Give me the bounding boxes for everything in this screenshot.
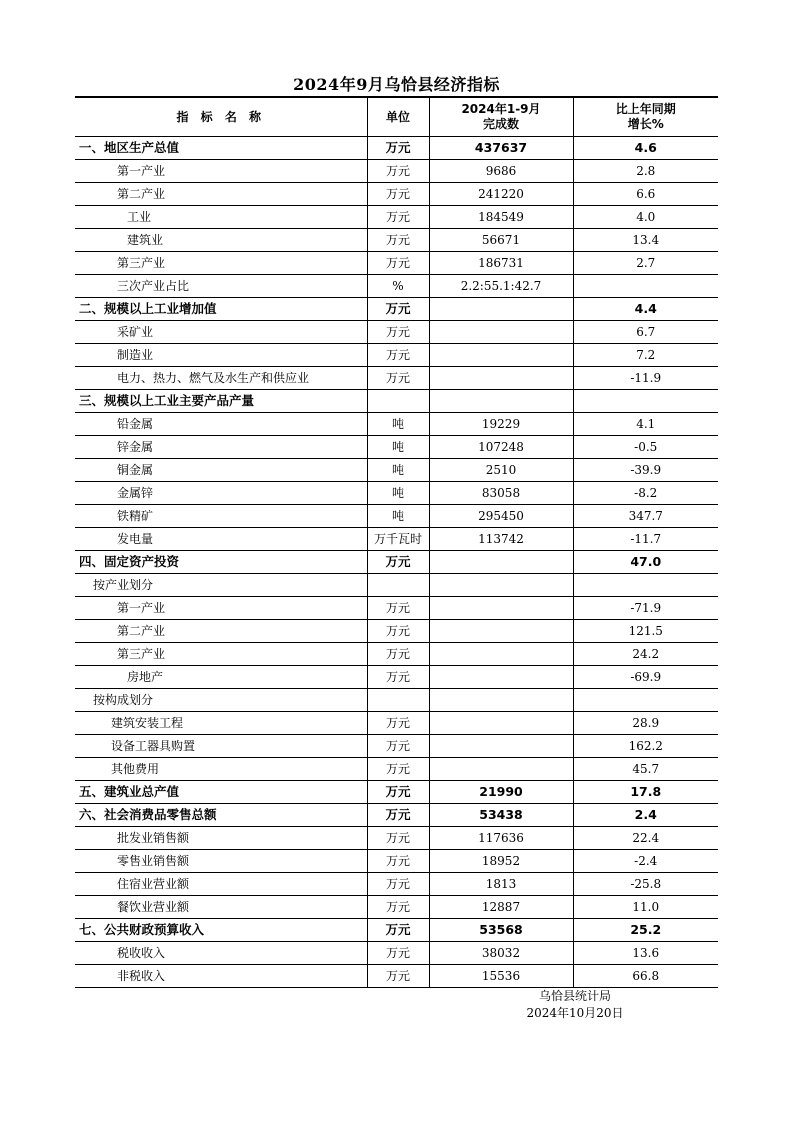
table-row — [75, 206, 718, 229]
indicator-name: 住宿业营业额 — [75, 873, 367, 896]
indicator-value — [429, 367, 573, 390]
indicator-unit: 万元 — [367, 206, 429, 229]
indicator-value — [429, 574, 573, 597]
indicator-unit: 万元 — [367, 827, 429, 850]
indicator-unit: 万元 — [367, 298, 429, 321]
indicator-value: 21990 — [429, 781, 573, 804]
indicator-unit: 万元 — [367, 712, 429, 735]
indicator-growth: 24.2 — [632, 647, 660, 661]
indicator-unit: 万元 — [367, 137, 429, 160]
indicator-growth: 2.8 — [636, 164, 656, 178]
indicator-growth: 4.1 — [636, 417, 656, 431]
table-row — [75, 574, 718, 597]
indicator-unit: 万元 — [367, 781, 429, 804]
indicator-unit: % — [367, 275, 429, 298]
indicator-unit: 万元 — [367, 643, 429, 666]
indicator-unit: 万元 — [367, 160, 429, 183]
table-row — [75, 183, 718, 206]
indicator-table — [75, 96, 718, 988]
indicator-growth — [573, 689, 718, 712]
indicator-growth: 28.9 — [632, 716, 660, 730]
indicator-value — [429, 344, 573, 367]
indicator-unit: 万元 — [367, 758, 429, 781]
header-value — [429, 97, 573, 137]
indicator-name: 税收收入 — [75, 942, 367, 965]
indicator-growth: 4.6 — [634, 140, 657, 155]
table-row — [75, 942, 718, 965]
table-row — [75, 160, 718, 183]
indicator-name: 零售业销售额 — [75, 850, 367, 873]
indicator-growth — [573, 574, 718, 597]
table-row — [75, 965, 718, 988]
indicator-growth: 47.0 — [630, 554, 662, 569]
indicator-growth: 45.7 — [632, 762, 660, 776]
indicator-value — [429, 712, 573, 735]
indicator-value — [429, 321, 573, 344]
indicator-name: 第一产业 — [75, 160, 367, 183]
indicator-value — [429, 689, 573, 712]
indicator-name: 发电量 — [75, 528, 367, 551]
table-row — [75, 459, 718, 482]
indicator-growth: 13.4 — [632, 233, 660, 247]
indicator-value: 38032 — [429, 942, 573, 965]
indicator-unit: 万元 — [367, 551, 429, 574]
indicator-growth: 6.6 — [636, 187, 656, 201]
indicator-growth: 11.0 — [632, 900, 660, 914]
table-row — [75, 551, 718, 574]
table-row — [75, 413, 718, 436]
indicator-growth: 347.7 — [628, 509, 663, 523]
indicator-name: 其他费用 — [75, 758, 367, 781]
indicator-name: 三、规模以上工业主要产品产量 — [75, 390, 367, 413]
indicator-value — [429, 666, 573, 689]
indicator-growth: 25.2 — [630, 922, 662, 937]
table-row — [75, 735, 718, 758]
indicator-unit: 万元 — [367, 735, 429, 758]
indicator-growth: 2.4 — [634, 807, 657, 822]
table-row — [75, 712, 718, 735]
indicator-name: 工业 — [75, 206, 367, 229]
indicator-growth: 17.8 — [630, 784, 662, 799]
table-row — [75, 758, 718, 781]
table-row — [75, 873, 718, 896]
indicator-name: 按构成划分 — [75, 689, 367, 712]
indicator-name: 铁精矿 — [75, 505, 367, 528]
table-row — [75, 666, 718, 689]
indicator-growth: 6.7 — [636, 325, 656, 339]
indicator-unit: 万元 — [367, 620, 429, 643]
table-row — [75, 298, 718, 321]
indicator-value: 117636 — [429, 827, 573, 850]
indicator-growth: 4.4 — [634, 301, 657, 316]
indicator-value — [429, 390, 573, 413]
table-row — [75, 505, 718, 528]
indicator-growth — [573, 390, 718, 413]
indicator-unit: 万元 — [367, 367, 429, 390]
indicator-value: 107248 — [429, 436, 573, 459]
indicator-name: 金属锌 — [75, 482, 367, 505]
indicator-growth: 7.2 — [636, 348, 656, 362]
indicator-value: 83058 — [429, 482, 573, 505]
header-value-line1: 2024年1-9月 — [461, 102, 541, 116]
table-row — [75, 689, 718, 712]
table-row — [75, 620, 718, 643]
indicator-value — [429, 758, 573, 781]
indicator-value — [429, 597, 573, 620]
indicator-value: 53568 — [429, 919, 573, 942]
indicator-growth: 66.8 — [632, 969, 660, 983]
table-row — [75, 321, 718, 344]
indicator-growth: -25.8 — [630, 877, 662, 891]
header-growth-line2: 增长% — [627, 117, 664, 131]
indicator-unit: 万元 — [367, 597, 429, 620]
indicator-name: 建筑安装工程 — [75, 712, 367, 735]
indicator-name: 第三产业 — [75, 643, 367, 666]
indicator-name: 房地产 — [75, 666, 367, 689]
table-row — [75, 344, 718, 367]
indicator-growth: -71.9 — [630, 601, 662, 615]
header-name: 指 标 名 称 — [75, 97, 367, 137]
table-row — [75, 850, 718, 873]
indicator-value: 53438 — [429, 804, 573, 827]
indicator-unit: 万元 — [367, 183, 429, 206]
table-row — [75, 482, 718, 505]
table-row — [75, 275, 718, 298]
indicator-growth: 13.6 — [632, 946, 660, 960]
indicator-unit: 万元 — [367, 919, 429, 942]
indicator-name: 二、规模以上工业增加值 — [75, 298, 367, 321]
indicator-value: 113742 — [429, 528, 573, 551]
indicator-value: 2.2:55.1:42.7 — [429, 275, 573, 298]
indicator-growth: 121.5 — [628, 624, 663, 638]
indicator-name: 铅金属 — [75, 413, 367, 436]
indicator-unit: 万元 — [367, 850, 429, 873]
table-row — [75, 919, 718, 942]
indicator-value: 437637 — [429, 137, 573, 160]
indicator-growth: -8.2 — [634, 486, 658, 500]
indicator-growth: 4.0 — [636, 210, 656, 224]
table-header-row — [75, 97, 718, 137]
indicator-growth — [573, 275, 718, 298]
indicator-unit — [367, 574, 429, 597]
indicator-unit: 吨 — [367, 459, 429, 482]
indicator-value: 1813 — [429, 873, 573, 896]
indicator-name: 三次产业占比 — [75, 275, 367, 298]
indicator-unit: 万元 — [367, 804, 429, 827]
indicator-growth: 162.2 — [628, 739, 663, 753]
indicator-value: 241220 — [429, 183, 573, 206]
indicator-unit: 万元 — [367, 321, 429, 344]
indicator-value: 19229 — [429, 413, 573, 436]
indicator-value — [429, 298, 573, 321]
indicator-name: 制造业 — [75, 344, 367, 367]
indicator-name: 非税收入 — [75, 965, 367, 988]
indicator-name: 铜金属 — [75, 459, 367, 482]
indicator-name: 第一产业 — [75, 597, 367, 620]
indicator-name: 批发业销售额 — [75, 827, 367, 850]
indicator-value: 15536 — [429, 965, 573, 988]
indicator-name: 建筑业 — [75, 229, 367, 252]
indicator-growth: -69.9 — [630, 670, 662, 684]
header-growth-line1: 比上年同期 — [615, 102, 676, 116]
indicator-growth: -0.5 — [634, 440, 658, 454]
indicator-growth: -11.7 — [630, 532, 662, 546]
indicator-value: 9686 — [429, 160, 573, 183]
indicator-name: 第二产业 — [75, 620, 367, 643]
indicator-unit: 万元 — [367, 965, 429, 988]
indicator-name: 第二产业 — [75, 183, 367, 206]
indicator-unit: 万元 — [367, 873, 429, 896]
indicator-name: 五、建筑业总产值 — [75, 781, 367, 804]
indicator-value — [429, 620, 573, 643]
table-row — [75, 827, 718, 850]
indicator-value: 18952 — [429, 850, 573, 873]
indicator-value: 184549 — [429, 206, 573, 229]
indicator-unit: 吨 — [367, 482, 429, 505]
table-row — [75, 597, 718, 620]
indicator-growth: 22.4 — [632, 831, 660, 845]
indicator-name: 按产业划分 — [75, 574, 367, 597]
indicator-unit: 吨 — [367, 436, 429, 459]
header-value-line2: 完成数 — [482, 117, 519, 131]
table-row — [75, 896, 718, 919]
indicator-unit — [367, 390, 429, 413]
indicator-name: 锌金属 — [75, 436, 367, 459]
header-unit: 单位 — [367, 97, 429, 137]
table-row — [75, 252, 718, 275]
table-row — [75, 781, 718, 804]
indicator-unit — [367, 689, 429, 712]
indicator-growth: -2.4 — [634, 854, 658, 868]
header-growth — [573, 97, 718, 137]
table-row — [75, 804, 718, 827]
indicator-unit: 万元 — [367, 229, 429, 252]
indicator-unit: 万元 — [367, 252, 429, 275]
indicator-name: 四、固定资产投资 — [75, 551, 367, 574]
table-row — [75, 390, 718, 413]
indicator-value — [429, 735, 573, 758]
indicator-unit: 吨 — [367, 413, 429, 436]
indicator-unit: 万千瓦时 — [367, 528, 429, 551]
indicator-name: 设备工器具购置 — [75, 735, 367, 758]
indicator-name: 采矿业 — [75, 321, 367, 344]
indicator-value: 56671 — [429, 229, 573, 252]
indicator-name: 六、社会消费品零售总额 — [75, 804, 367, 827]
indicator-unit: 万元 — [367, 942, 429, 965]
indicator-growth: 2.7 — [636, 256, 656, 270]
indicator-value — [429, 551, 573, 574]
indicator-name: 餐饮业营业额 — [75, 896, 367, 919]
indicator-name: 第三产业 — [75, 252, 367, 275]
table-row — [75, 436, 718, 459]
indicator-unit: 吨 — [367, 505, 429, 528]
indicator-unit: 万元 — [367, 666, 429, 689]
footer-org: 乌恰县统计局 — [538, 989, 611, 1003]
table-row — [75, 367, 718, 390]
indicator-value — [429, 643, 573, 666]
table-row — [75, 643, 718, 666]
table-row — [75, 528, 718, 551]
indicator-growth: -11.9 — [630, 371, 662, 385]
indicator-name: 七、公共财政预算收入 — [75, 919, 367, 942]
page-title: 2024年9月乌恰县经济指标 — [293, 75, 500, 94]
indicator-value: 2510 — [429, 459, 573, 482]
table-row — [75, 137, 718, 160]
indicator-value: 295450 — [429, 505, 573, 528]
footer-date: 2024年10月20日 — [526, 1006, 624, 1020]
indicator-value: 12887 — [429, 896, 573, 919]
indicator-value: 186731 — [429, 252, 573, 275]
table-row — [75, 229, 718, 252]
indicator-growth: -39.9 — [630, 463, 662, 477]
indicator-unit: 万元 — [367, 896, 429, 919]
indicator-unit: 万元 — [367, 344, 429, 367]
indicator-name: 电力、热力、燃气及水生产和供应业 — [75, 367, 367, 390]
indicator-name: 一、地区生产总值 — [75, 137, 367, 160]
